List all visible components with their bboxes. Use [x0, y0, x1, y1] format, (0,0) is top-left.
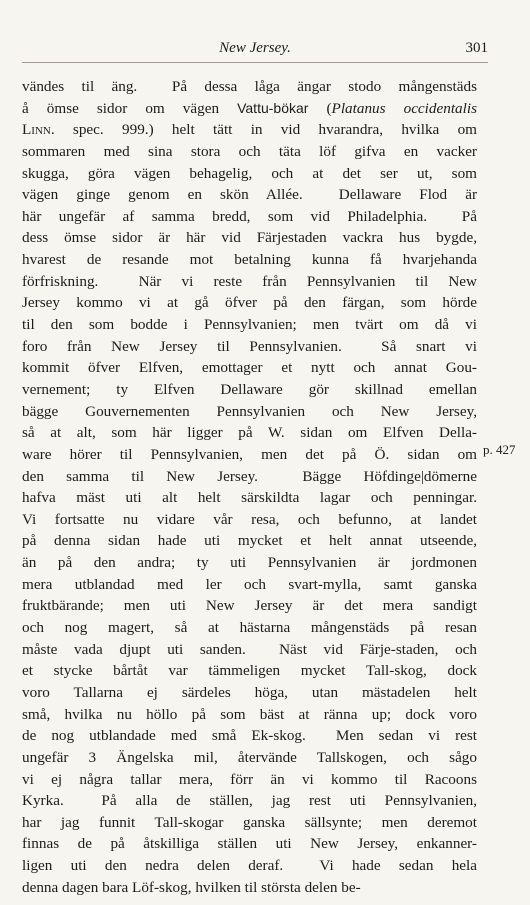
- text-segment: bägge Gouvernementen Pennsylvanien och New Jersey,: [22, 402, 477, 420]
- text-line: [22, 141, 477, 163]
- running-title: New Jersey.: [219, 40, 291, 56]
- text-segment: små, hvilka nu höllo på som bäst at ränna up; dock voro: [22, 705, 477, 723]
- text-segment: så at alt, som här ligger på W. sidan om Elfven Della-: [22, 424, 477, 442]
- text-segment: vi ej några tallar mera, förr än vi kommo til Racoons: [22, 770, 477, 788]
- text-segment: et stycke bårtåt var tämmeligen mycket Tall-skog, dock: [22, 662, 477, 680]
- text-segment: voro Tallarna ej särdeles höga, utan mästadelen helt: [22, 683, 477, 701]
- text-segment: Jersey kommo vi at gå öfver på den färgan, som hörde: [22, 294, 477, 312]
- text-segment: finnas de på åtskilliga ställen uti New Jersey, enkanner-: [22, 835, 477, 853]
- text-segment: spec. 999.) helt tätt in vid hvarandra, hvilka om: [54, 121, 477, 139]
- text-segment: ware hörer til Pennsylvanien, men det på Ö. sidan om: [22, 445, 477, 463]
- text-line: [22, 271, 477, 293]
- text-segment: å ömse sidor om vägen: [22, 99, 238, 117]
- text-segment: til den som bodde i Pennsylvanien; men tvärt om då vi: [22, 316, 477, 334]
- text-line: [22, 401, 477, 423]
- text-segment: vernement; ty Elfven Dellaware gör skillnad emellan: [22, 380, 477, 398]
- text-segment: hvarest de resande mot betalning kunna få hvarjehanda: [22, 251, 477, 269]
- text-line: [22, 595, 477, 617]
- text-segment: mera utblandad med ler och svart-mylla, samt ganska: [22, 575, 477, 593]
- text-line: [22, 617, 477, 639]
- text-line: [22, 336, 477, 358]
- text-segment: och nog magert, så at hästarna mångenstäds på resan: [22, 619, 477, 637]
- text-line: [22, 444, 477, 466]
- text-line: [22, 249, 477, 271]
- text-line: [22, 422, 477, 444]
- text-segment: (: [308, 99, 332, 117]
- text-segment: Platanus occidentalis: [331, 99, 477, 117]
- text-segment: de nog utblandade med små Ek-skog. Men sedan vi rest: [22, 727, 477, 745]
- text-segment: kommit öfver Elfven, emottager et nytt och annat Gou-: [22, 359, 477, 377]
- text-segment: ungefär 3 Ängelska mil, återvände Tallskogen, och sågo: [22, 748, 477, 766]
- text-line: [22, 119, 477, 141]
- text-line: [22, 98, 477, 120]
- text-segment: sommaren med sina stora och täta löf gifva en vacker: [22, 142, 477, 160]
- text-line: [22, 357, 477, 379]
- text-segment: fruktbärande; men uti New Jersey är det mera sandigt: [22, 597, 477, 615]
- text-line: [22, 379, 477, 401]
- text-line: [22, 530, 477, 552]
- text-segment: foro från New Jersey til Pennsylvanien. Så snart vi: [22, 337, 477, 355]
- text-line: [22, 184, 477, 206]
- text-segment: dess ömse sidor är här vid Färjestaden vackra hus bygde,: [22, 229, 477, 247]
- text-line: [22, 76, 477, 98]
- text-segment: skugga, göra vägen behagelig, och at det ser ut, som: [22, 164, 477, 182]
- text-segment: denna dagen bara Löf-skog, hvilken til största delen be-: [22, 878, 361, 896]
- text-line: [22, 725, 477, 747]
- header-rule: [22, 62, 488, 63]
- body-text: [22, 76, 477, 898]
- text-segment: har jag funnit Tall-skogar ganska sällsynte; men deremot: [22, 813, 477, 831]
- text-segment: vändes til äng. På dessa låga ängar stodo mångenstäds: [22, 78, 477, 95]
- text-segment: Linn.: [22, 121, 55, 139]
- text-segment: än på den andra; ty uti Pennsylvanien är jordmonen: [22, 554, 477, 572]
- text-segment: måste vada djupt uti sanden. Näst vid Färje-staden, och: [22, 640, 477, 658]
- text-line: [22, 466, 477, 488]
- text-segment: hafva mäst uti alt helt särskildta lagar och penningar.: [22, 489, 477, 507]
- text-line: [22, 292, 477, 314]
- text-segment: Vattu-bökar: [237, 99, 309, 116]
- text-line: [22, 552, 477, 574]
- text-line: [22, 833, 477, 855]
- text-line: [22, 487, 477, 509]
- text-line: [22, 682, 477, 704]
- text-line: [22, 704, 477, 726]
- text-segment: på denna sidan hade uti mycket et helt annat utseende,: [22, 532, 477, 550]
- text-line: [22, 574, 477, 596]
- margin-page-reference: p. 427: [483, 442, 516, 457]
- text-line: [22, 509, 477, 531]
- text-segment: ligen uti den nedra delen deraf. Vi hade sedan hela: [22, 857, 477, 875]
- text-line: [22, 769, 477, 791]
- text-segment: den samma til New Jersey. Bägge Höfdinge|dömerne: [22, 467, 477, 485]
- text-line: [22, 790, 477, 812]
- text-line: [22, 163, 477, 185]
- text-line: [22, 227, 477, 249]
- text-segment: Vi fortsatte nu vidare vår resa, och befunno, at landet: [22, 510, 477, 528]
- text-line: [22, 855, 477, 877]
- running-head: [22, 38, 488, 60]
- text-line: [22, 206, 477, 228]
- text-line: [22, 812, 477, 834]
- text-line: [22, 660, 477, 682]
- text-line: [22, 747, 477, 769]
- text-segment: här ungefär af samma bredd, som vid Philadelphia. På: [22, 207, 477, 225]
- text-line: [22, 877, 477, 899]
- text-line: [22, 314, 477, 336]
- text-segment: vägen ginge genom en skön Allée. Dellaware Flod är: [22, 186, 477, 204]
- text-line: [22, 639, 477, 661]
- page-number: 301: [465, 40, 488, 56]
- text-segment: Kyrka. På alla de ställen, jag rest uti Pennsylvanien,: [22, 792, 477, 810]
- text-segment: förfriskning. När vi reste från Pennsylvanien til New: [22, 272, 477, 290]
